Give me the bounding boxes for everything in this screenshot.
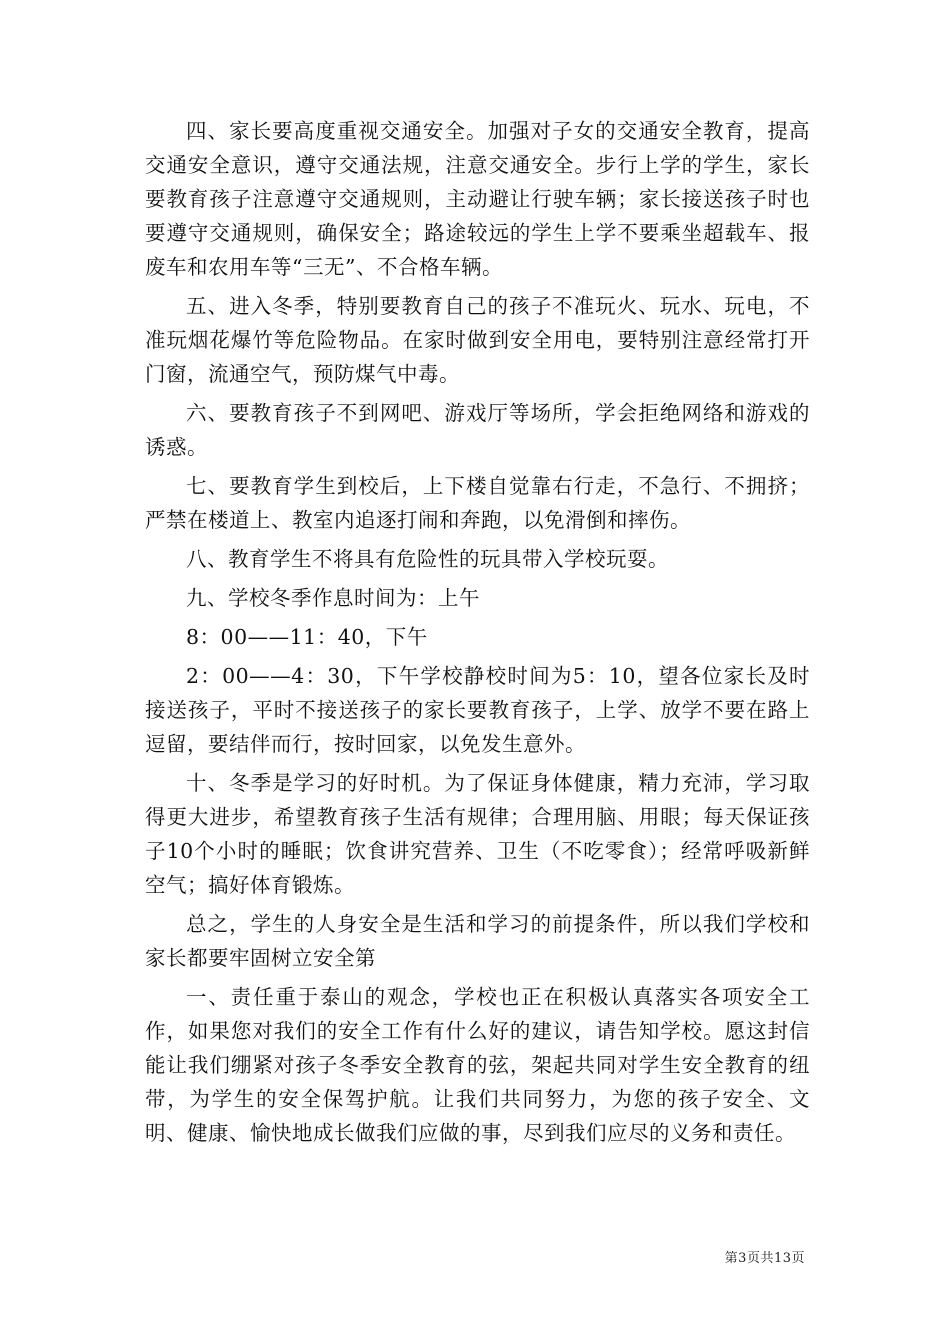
paragraph-winter-hazards: 五、进入冬季，特别要教育自己的孩子不准玩火、玩水、玩电，不准玩烟花爆竹等危险物品。在家时做到安全用电，要特别注意经常打开门窗，流通空气，预防煤气中毒。 (145, 294, 810, 386)
document-body (145, 114, 810, 1155)
paragraph-traffic-safety: 四、家长要高度重视交通安全。加强对子女的交通安全教育，提高交通安全意识，遵守交通法规，注意交通安全。步行上学的学生，家长要教育孩子注意遵守交通规则，主动避让行驶车辆；家长接送孩子时也要遵守交通规则，确保安全；路途较远的学生上学不要乘坐超载车、报废车和农用车等“三无”、不合格车辆。 (145, 119, 810, 279)
paragraph-schedule-afternoon: 2：00——4：30，下午学校静校时间为5：10，望各位家长及时接送孩子，平时不接送孩子的家长要教育孩子，上学、放学不要在路上逗留，要结伴而行，按时回家，以免发生意外。 (145, 664, 810, 756)
page-number: 第3页共13页 (724, 1251, 805, 1266)
paragraph-dangerous-toys: 八、教育学生不将具有危险性的玩具带入学校玩耍。 (186, 547, 669, 571)
paragraph-schedule-title: 九、学校冬季作息时间为：上午 (186, 586, 480, 610)
paragraph-stairs-safety: 七、要教育学生到校后，上下楼自觉靠右行走，不急行、不拥挤；严禁在楼道上、教室内追逐打闹和奔跑，以免滑倒和摔伤。 (145, 474, 810, 532)
paragraph-schedule-morning: 8：00——11：40，下午 (186, 625, 428, 649)
paragraph-internet-cafe: 六、要教育孩子不到网吧、游戏厅等场所，学会拒绝网络和游戏的诱惑。 (145, 401, 810, 459)
paragraph-closing: 一、责任重于泰山的观念，学校也正在积极认真落实各项安全工作，如果您对我们的安全工作有什么好的建议，请告知学校。愿这封信能让我们绷紧对孩子冬季安全教育的弦，架起共同对学生安全教育的纽带，为学生的安全保驾护航。让我们共同努力，为您的孩子安全、文明、健康、愉快地成长做我们应做的事，尽到我们应尽的义务和责任。 (145, 985, 810, 1145)
paragraph-conclusion: 总之，学生的人身安全是生活和学习的前提条件，所以我们学校和家长都要牢固树立安全第 (145, 912, 810, 970)
paragraph-healthy-study: 十、冬季是学习的好时机。为了保证身体健康，精力充沛，学习取得更大进步，希望教育孩子生活有规律；合理用脑、用眼；每天保证孩子10个小时的睡眠；饮食讲究营养、卫生（不吃零食）；经常呼吸新鲜空气；搞好体育锻炼。 (145, 771, 810, 897)
